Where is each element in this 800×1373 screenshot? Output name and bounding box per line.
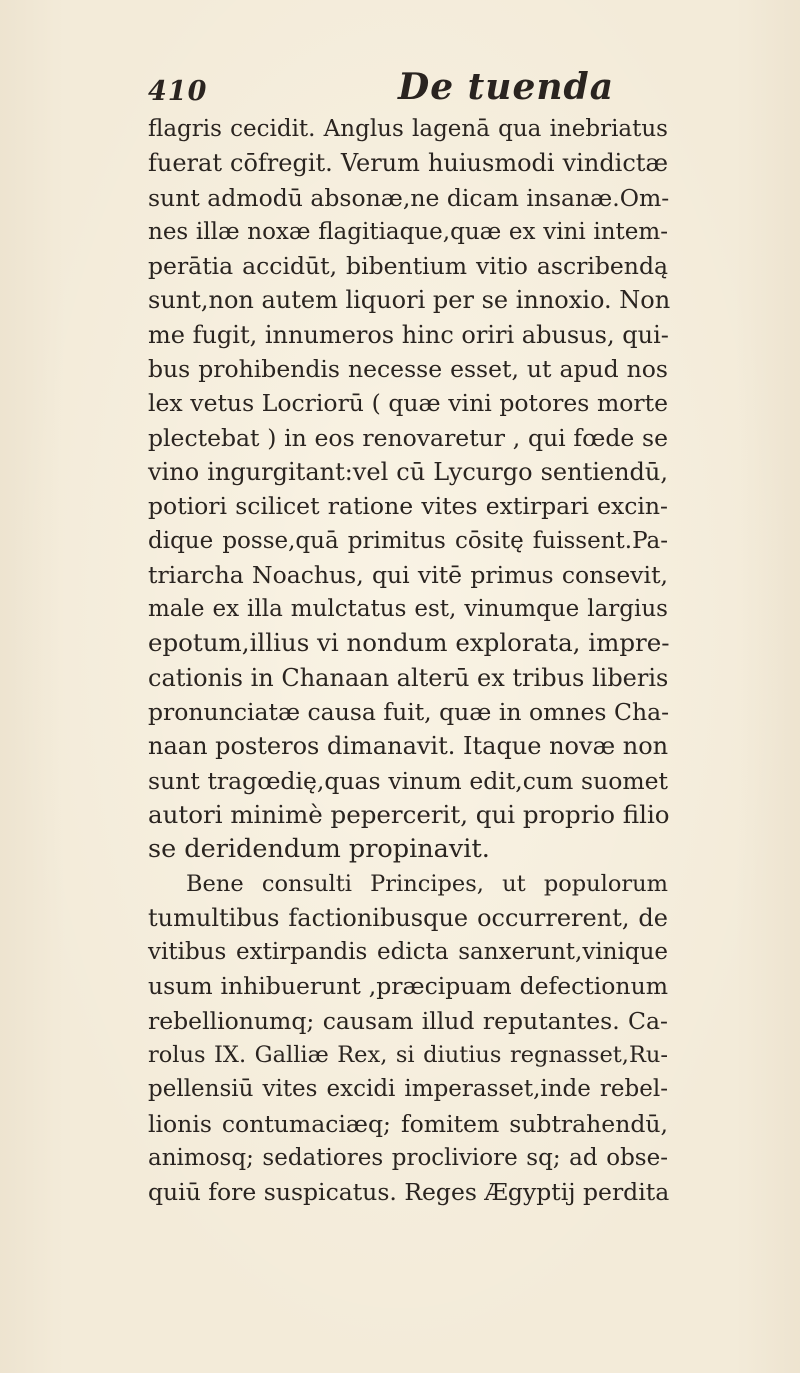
text-line: fuerat cōfregit. Verum huiusmodi vindictæ	[148, 149, 668, 178]
text-line: animosq; sedatiores procliviore sq; ad obse-	[148, 1144, 668, 1171]
text-line: rebellionumq; causam illud reputantes. Ca-	[148, 1006, 668, 1035]
page-number: 410	[148, 76, 208, 107]
text-line: sunt admodū absonæ,ne dicam insanæ.Om-	[148, 183, 670, 212]
text-line: triarcha Noachus, qui vitē primus consevit,	[148, 560, 668, 589]
text-line: cationis in Chanaan alterū ex tribus liberis	[148, 663, 669, 692]
body-text	[148, 112, 671, 1210]
running-head: De tuenda	[398, 66, 615, 108]
text-line: sunt tragœdię,quas vinum edit,cum suomet	[148, 766, 668, 795]
text-line: bus prohibendis necesse esset, ut apud nos	[148, 355, 668, 384]
text-line: epotum,illius vi nondum explorata, impre-	[148, 628, 670, 658]
text-line: lex vetus Locriorū ( quæ vini potores morte	[148, 389, 668, 418]
text-line: plectebat ) in eos renovaretur , qui fœde se	[148, 423, 668, 452]
text-line: flagris cecidit. Anglus lagenā qua inebriatus	[148, 116, 668, 142]
text-line: male ex illa mulctatus est, vinumque largius	[148, 596, 668, 623]
text-line: pronunciatæ causa fuit, quæ in omnes Cha-	[148, 698, 670, 727]
text-line: se deridendum propinavit.	[148, 834, 490, 865]
text-line: potiori scilicet ratione vites extirpari excin-	[148, 492, 668, 521]
text-line: perātia accidūt, bibentium vitio ascribendą	[148, 252, 668, 281]
page-header	[148, 66, 668, 110]
text-line: nes illæ noxæ flagitiaque,quæ ex vini intem-	[148, 218, 668, 245]
text-line: tumultibus factionibusque occurrerent, de	[148, 903, 668, 932]
text-line: quiū fore suspicatus. Reges Ægyptij perdita	[148, 1178, 670, 1207]
text-line: lionis contumaciæq; fomitem subtrahendū,	[148, 1109, 668, 1138]
text-line: autori minimè pepercerit, qui proprio filio	[148, 799, 670, 829]
text-line: sunt,non autem liquori per se innoxio. Non	[148, 286, 671, 315]
text-line: dique posse,quā primitus cōsitę fuissent.Pa-	[148, 527, 668, 554]
text-line: naan posteros dimanavit. Itaque novæ non	[148, 732, 669, 761]
text-line: vino ingurgitant:vel cū Lycurgo sentiendū,	[148, 457, 668, 486]
text-line: rolus IX. Galliæ Rex, si diutius regnasset,Ru-	[148, 1042, 668, 1069]
text-line: pellensiū vites excidi imperasset,inde rebel-	[148, 1076, 668, 1103]
text-line: Bene consulti Principes, ut populorum	[186, 870, 668, 897]
text-line: usum inhibuerunt ,præcipuam defectionum	[148, 972, 668, 1001]
text-line: me fugit, innumeros hinc oriri abusus, qui-	[148, 320, 669, 349]
text-line: vitibus extirpandis edicta sanxerunt,vinique	[148, 939, 668, 966]
